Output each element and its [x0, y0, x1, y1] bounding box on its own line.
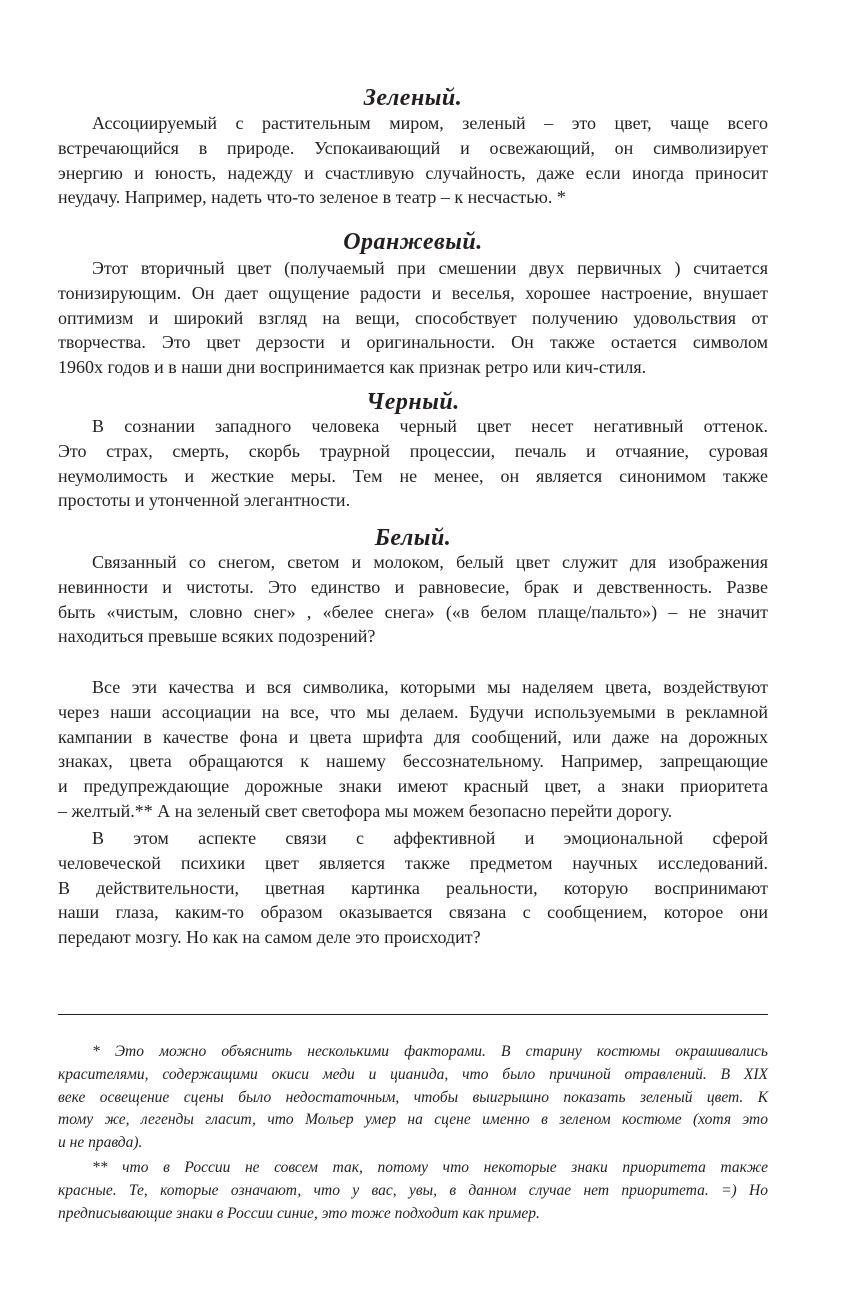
section-paragraph	[58, 414, 768, 513]
text-line: красные. Те, которые означают, что у вас, увы, в данном случае нет приоритета. =) Но	[58, 1181, 768, 1199]
text-line: неумолимость и жесткие меры. Тем не менее, он является синонимом также	[58, 465, 768, 486]
text-line: Связанный со снегом, светом и молоком, белый цвет служит для изображения	[92, 552, 768, 572]
footnote	[58, 1157, 768, 1225]
section-paragraph	[58, 111, 768, 210]
text-line: Все эти качества и вся символика, которыми мы наделяем цвета, воздействуют	[92, 677, 768, 697]
text-line: красителями, содержащими окиси меди и цианида, что было причиной отравлений. В XIX	[58, 1065, 768, 1083]
text-line: простоты и утонченной элегантности.	[58, 490, 351, 511]
text-line: предписывающие знаки в России синие, это тоже подходит как пример.	[58, 1204, 540, 1222]
section-paragraph	[58, 256, 768, 380]
text-line: тонизирующим. Он дает ощущение радости и веселья, хорошее настроение, внушает	[58, 282, 768, 303]
text-line: встречающийся в природе. Успокаивающий и освежающий, он символизирует	[58, 137, 768, 158]
text-line: В действительности, цветная картинка реальности, которую воспринимают	[58, 877, 768, 898]
section-paragraph	[58, 550, 768, 649]
text-line: тому же, легенды гласит, что Мольер умер на сцене именно в зеленом костюме (хотя это	[58, 1111, 768, 1129]
text-line: невинности и чистоты. Это единство и равновесие, брак и девственность. Разве	[58, 576, 768, 597]
section-heading: Оранжевый.	[343, 229, 483, 255]
section-heading: Черный.	[366, 389, 460, 415]
text-line: Это страх, смерть, скорбь траурной процессии, печаль и отчаяние, суровая	[58, 440, 768, 461]
text-line: передают мозгу. Но как на самом деле это происходит?	[58, 927, 481, 948]
text-line: ** что в России не совсем так, потому что некоторые знаки приоритета также	[92, 1159, 768, 1176]
text-line: Ассоциируемый с растительным миром, зеленый – это цвет, чаще всего	[92, 113, 768, 133]
text-line: знаках, цвета обращаются к нашему бессознательному. Например, запрещающие	[58, 751, 768, 772]
text-line: веке освещение сцены было недостаточным, чтобы выигрышно показать зеленый цвет. К	[58, 1088, 768, 1106]
text-line: находиться превыше всяких подозрений?	[58, 626, 376, 647]
body-paragraph	[58, 826, 768, 950]
text-line: оптимизм и широкий взгляд на вещи, способствует получению удовольствия от	[58, 307, 768, 328]
text-line: быть «чистым, словно снег» , «белее снега» («в белом плаще/пальто») – не значит	[58, 601, 768, 622]
text-line: 1960х годов и в наши дни воспринимается как признак ретро или кич-стиля.	[58, 357, 647, 378]
section-heading: Зеленый.	[363, 85, 463, 111]
body-paragraph	[58, 675, 768, 824]
text-line: кампании в качестве фона и цвета шрифта для сообщений, или даже на дорожных	[58, 726, 768, 747]
text-line: и предупреждающие дорожные знаки имеют красный цвет, а знаки приоритета	[58, 776, 768, 797]
text-line: человеческой психики цвет является также предметом научных исследований.	[58, 852, 768, 873]
text-line: и не правда).	[58, 1134, 143, 1152]
text-line: Этот вторичный цвет (получаемый при смешении двух первичных ) считается	[92, 258, 768, 278]
text-line: через наши ассоциации на все, что мы делаем. Будучи используемыми в рекламной	[58, 701, 768, 722]
text-line: * Это можно объяснить несколькими факторами. В старину костюмы окрашивались	[92, 1043, 768, 1060]
text-line: неудачу. Например, надеть что-то зеленое в театр – к несчастью. *	[58, 187, 566, 208]
section-heading: Белый.	[374, 525, 452, 551]
text-line: энергию и юность, надежду и счастливую случайность, даже если иногда приносит	[58, 162, 768, 183]
footnote	[58, 1041, 768, 1155]
text-line: В этом аспекте связи с аффективной и эмоциональной сферой	[92, 828, 768, 848]
text-line: наши глаза, каким-то образом оказывается связана с сообщением, которое они	[58, 902, 768, 923]
text-line: В сознании западного человека черный цвет несет негативный оттенок.	[92, 416, 768, 436]
text-line: творчества. Это цвет дерзости и оригинальности. Он также остается символом	[58, 332, 768, 353]
text-line: – желтый.** А на зеленый свет светофора мы можем безопасно перейти дорогу.	[58, 800, 673, 821]
footnote-divider	[58, 1014, 768, 1015]
